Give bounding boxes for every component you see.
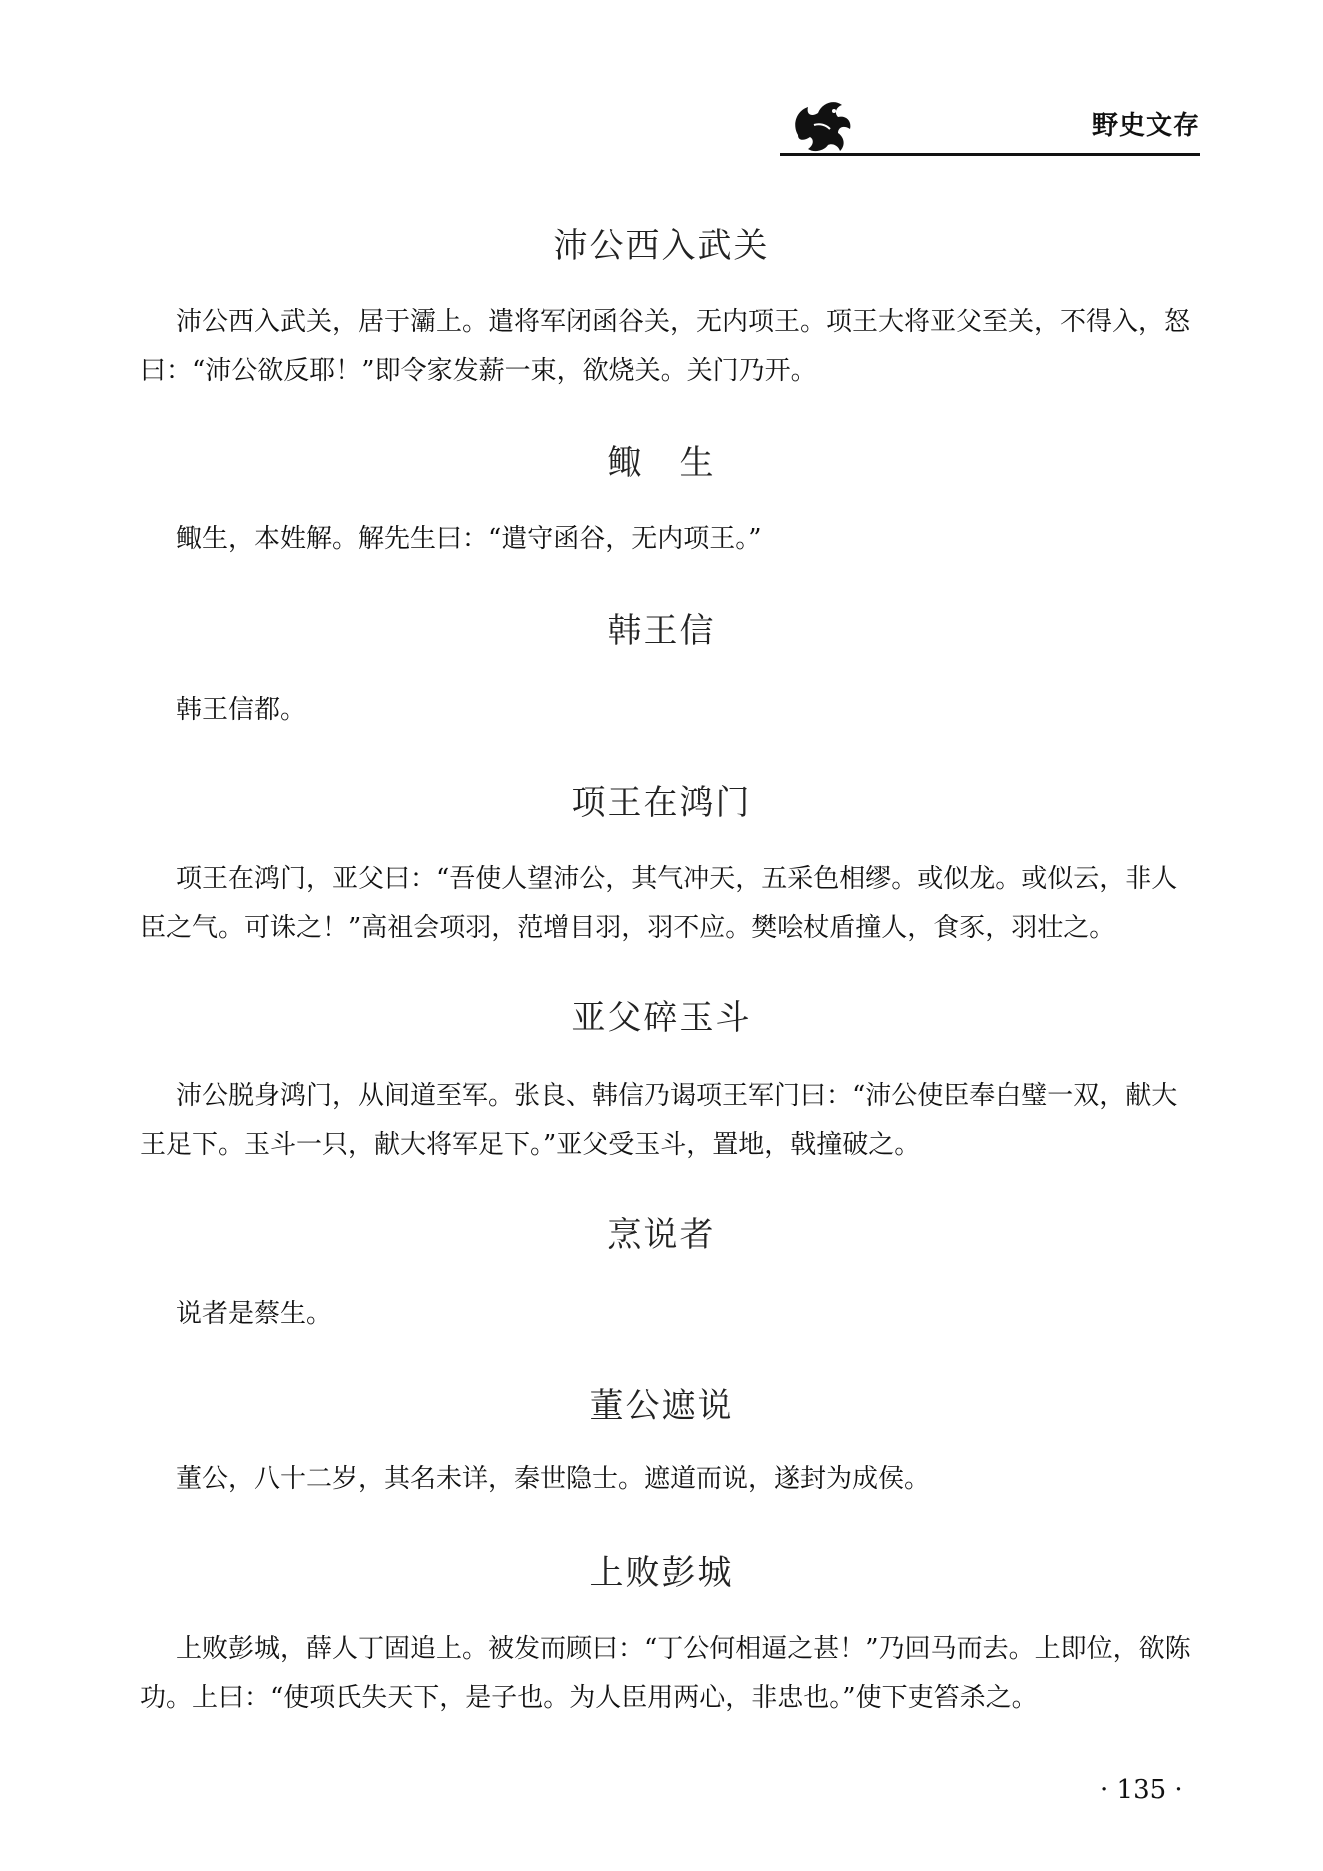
section-title: 上败彭城 [589, 1553, 734, 1593]
paragraph: 董公，八十二岁，其名未详，秦世隐士。遮道而说，遂封为成侯。 [176, 1464, 931, 1494]
section-title-8 [0, 1545, 1323, 1594]
header-rule [780, 153, 1200, 156]
section-title-3 [0, 603, 1323, 652]
section-title: 沛公西入武关 [553, 226, 770, 266]
section-title-7 [0, 1378, 1323, 1427]
paragraph: 沛公脱身鸿门，从间道至军。张良、韩信乃谒项王军门曰：“沛公使臣奉白璧一双，献大王足下。玉斗一只，献大将军足下。”亚父受玉斗，置地，戟撞破之。 [140, 1081, 1178, 1160]
paragraph: 说者是蔡生。 [176, 1299, 333, 1329]
section-title-2 [0, 435, 1323, 484]
section-text-4 [140, 855, 1200, 953]
section-title-5 [0, 990, 1323, 1039]
section-text-8 [140, 1625, 1200, 1723]
section-text-3 [140, 686, 1200, 735]
section-title-4 [0, 775, 1323, 824]
section-title: 烹说者 [607, 1215, 716, 1255]
section-title: 鲰 生 [607, 443, 716, 483]
section-title-6 [0, 1207, 1323, 1256]
page-number: · 135 · [1100, 1775, 1183, 1805]
section-title: 项王在鸿门 [571, 783, 752, 823]
header-title: 野史文存 [1091, 111, 1200, 141]
section-text-5 [140, 1072, 1200, 1170]
section-title-1 [0, 218, 1323, 267]
section-text-7 [140, 1455, 1200, 1504]
paragraph: 沛公西入武关，居于灞上。遣将军闭函谷关，无内项王。项王大将亚父至关，不得入，怒曰：“沛公欲反耶！”即令家发薪一束，欲烧关。关门乃开。 [140, 307, 1191, 386]
paragraph: 韩王信都。 [176, 695, 307, 725]
paragraph: 上败彭城，薛人丁固追上。被发而顾曰：“丁公何相逼之甚！”乃回马而去。上即位，欲陈功。上曰：“使项氏失天下，是子也。为人臣用两心，非忠也。”使下吏笞杀之。 [140, 1634, 1191, 1713]
section-title: 董公遮说 [589, 1386, 734, 1426]
running-header [780, 95, 1200, 165]
paragraph: 鲰生，本姓解。解先生曰：“遣守函谷，无内项王。” [176, 524, 762, 554]
section-title: 亚父碎玉斗 [571, 998, 752, 1038]
section-text-1 [140, 298, 1200, 396]
paragraph: 项王在鸿门，亚父曰：“吾使人望沛公，其气冲天，五采色相缪。或似龙。或似云，非人臣之气。可诛之！”高祖会项羽，范增目羽，羽不应。樊哙杖盾撞人，食豕，羽壮之。 [140, 864, 1178, 943]
section-title: 韩王信 [607, 611, 716, 651]
dragon-logo-icon [788, 95, 858, 157]
section-text-6 [140, 1290, 1200, 1339]
section-text-2 [140, 515, 1200, 564]
